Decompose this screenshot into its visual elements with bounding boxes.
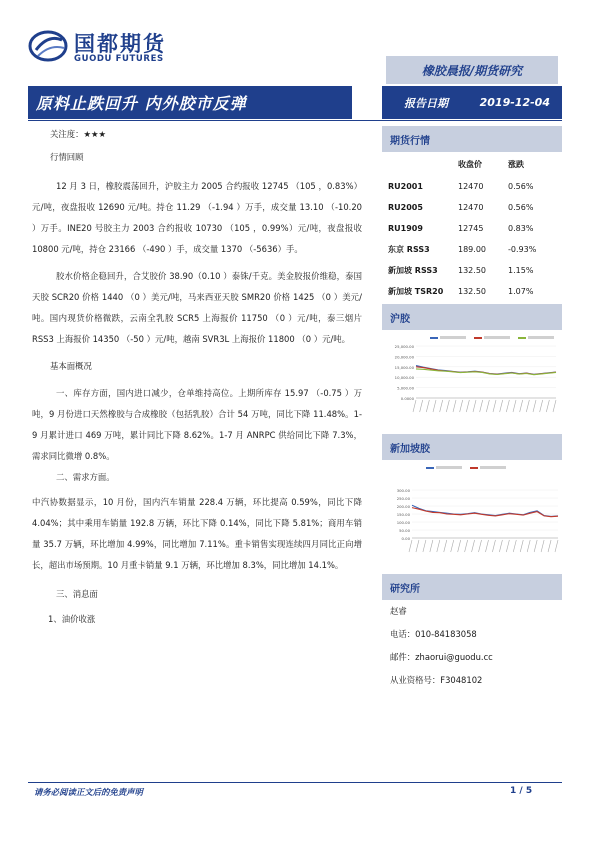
research-contact <box>382 600 562 692</box>
sgx-chart-svg <box>382 460 562 568</box>
table-row <box>382 176 562 197</box>
date-value: 2019-12-04 <box>479 96 550 109</box>
news-item: 1、油价收涨 <box>48 614 96 624</box>
x-tick-label <box>555 540 558 552</box>
report-category: 橡胶晨报/期货研究 <box>386 56 558 84</box>
x-tick-label <box>499 540 502 552</box>
x-tick-label <box>423 540 426 552</box>
paragraph-inventory: 一、库存方面，国内进口减少，仓单维持高位。上期所库存 15.97 （-0.75 ）万吨，9 月份进口天然橡胶与合成橡胶（包括乳胶）合计 54 万吨，同比下降 11.48%。1-9 月累计进口 469 万吨，累计同比下降 8.62%。1-7 月 ANRPC 供给同比下降 7.3%，需求同比微增 0.8%。 <box>32 388 362 461</box>
x-tick-label <box>493 400 496 412</box>
x-tick-label <box>420 400 423 412</box>
x-tick-label <box>466 400 469 412</box>
shfe-chart <box>382 330 562 430</box>
change-pct: -0.93% <box>508 245 537 254</box>
x-tick-label <box>500 400 503 412</box>
y-tick-label: 300.00 <box>396 488 410 493</box>
table-row <box>382 260 562 281</box>
x-tick-label <box>460 400 463 412</box>
x-tick-label <box>473 400 476 412</box>
contract-name: RU2001 <box>388 182 423 191</box>
paragraph-demand: 中汽协数据显示，10 月份，国内汽车销量 228.4 万辆，环比提高 0.59%，同比下降 4.04%；其中乘用车销量 192.8 万辆，环比下降 0.14%，同比下降 5.81%；商用车销量 35.7 万辆，环比增加 4.99%，同比增加 7.11%。重卡销售实现连续四月同比正向增长，超出市场预期。10 月重卡销量 9.1 万辆，环比增加 8.3%，同比增加 14.1%。 <box>32 497 362 570</box>
legend-label <box>440 336 466 339</box>
futures-heading: 期货行情 <box>382 126 562 152</box>
y-tick-label: 100.00 <box>396 520 410 525</box>
x-tick-label <box>413 400 416 412</box>
x-tick-label <box>520 540 523 552</box>
y-tick-label: 200.00 <box>396 504 410 509</box>
table-row <box>382 281 562 302</box>
paragraph-spot: 胶水价格企稳回升，合艾胶价 38.90（0.10 ）泰铢/千克。美金胶报价维稳，泰国天胶 SCR20 价格 1440 （0 ）美元/吨，马来西亚天胶 SMR20 价格 1425 （0 ）美元/吨。国内现货价格微跌，云南全乳胶 SCR5 上海报价 11750 （0 ）元/吨，泰三烟片 RSS3 上海报价 14350 （-50 ）元/吨，越南 SVR3L 上海报价 11800 （0 ）元/吨。 <box>32 271 362 344</box>
contract-name: 东京 RSS3 <box>388 245 430 254</box>
footer-divider <box>28 782 562 783</box>
x-tick-label <box>513 540 516 552</box>
y-tick-label: 5,000.00 <box>397 385 414 391</box>
legend-label <box>528 336 554 339</box>
page-number: 1 / 5 <box>510 786 533 796</box>
analyst-phone: 电话：010-84183058 <box>390 629 477 639</box>
table-row <box>382 239 562 260</box>
main-content <box>32 124 362 630</box>
x-tick-label <box>426 400 429 412</box>
x-tick-label <box>479 540 482 552</box>
x-tick-label <box>492 540 495 552</box>
y-tick-label: 10,000.00 <box>394 375 414 381</box>
contract-name: 新加坡 TSR20 <box>388 287 444 296</box>
news-heading: 三、消息面 <box>56 589 98 599</box>
brand-name-cn: 国都期货 <box>74 32 166 56</box>
close-price: 132.50 <box>458 266 486 275</box>
y-tick-label: 150.00 <box>396 512 410 517</box>
research-heading: 研究所 <box>382 574 562 600</box>
date-label: 报告日期 <box>404 96 448 110</box>
x-tick-label <box>527 540 530 552</box>
y-tick-label: 250.00 <box>396 496 410 501</box>
guodu-logo-icon <box>28 26 68 66</box>
col-change: 涨跌 <box>508 159 524 169</box>
x-tick-label <box>506 400 509 412</box>
x-tick-label <box>533 400 536 412</box>
contract-name: RU2005 <box>388 203 423 212</box>
futures-table <box>382 152 562 302</box>
x-tick-label <box>526 400 529 412</box>
x-tick-label <box>513 400 516 412</box>
demand-heading: 二、需求方面。 <box>56 472 115 482</box>
change-pct: 0.56% <box>508 182 534 191</box>
close-price: 12470 <box>458 203 484 212</box>
x-tick-label <box>486 400 489 412</box>
logo <box>28 24 188 68</box>
x-tick-label <box>416 540 419 552</box>
table-row <box>382 197 562 218</box>
y-tick-label: 15,000.00 <box>394 364 414 370</box>
y-tick-label: 20,000.00 <box>394 354 414 360</box>
x-tick-label <box>546 400 549 412</box>
close-price: 12745 <box>458 224 484 233</box>
x-tick-label <box>485 540 488 552</box>
report-date-bar <box>382 86 562 119</box>
x-tick-label <box>541 540 544 552</box>
col-close: 收盘价 <box>458 159 482 169</box>
legend-label <box>484 336 510 339</box>
series-line <box>412 508 558 517</box>
focus-rating: 关注度：★★★ <box>50 129 107 139</box>
x-tick-label <box>433 400 436 412</box>
x-tick-label <box>458 540 461 552</box>
x-tick-label <box>534 540 537 552</box>
sgx-chart <box>382 460 562 568</box>
close-price: 12470 <box>458 182 484 191</box>
change-pct: 0.56% <box>508 203 534 212</box>
x-tick-label <box>553 400 556 412</box>
table-row <box>382 218 562 239</box>
divider <box>28 120 562 121</box>
y-tick-label: 50.00 <box>399 528 410 533</box>
legend-label <box>480 466 506 469</box>
sgx-heading: 新加坡胶 <box>382 434 562 460</box>
analyst-email[interactable]: 邮件：zhaorui@guodu.cc <box>390 652 493 662</box>
shfe-heading: 沪胶 <box>382 304 562 330</box>
x-tick-label <box>451 540 454 552</box>
change-pct: 1.07% <box>508 287 534 296</box>
x-tick-label <box>506 540 509 552</box>
sidebar <box>382 126 562 692</box>
review-heading: 行情回顾 <box>50 152 84 162</box>
close-price: 189.00 <box>458 245 486 254</box>
x-tick-label <box>548 540 551 552</box>
paragraph-market: 12 月 3 日，橡胶震荡回升，沪胶主力 2005 合约报收 12745 （105 ，0.83%）元/吨，夜盘报收 12690 元/吨。持仓 11.29 （-1.94 ）万手，成交量 13.10 （-10.20 ）万手。INE20 号胶主力 2003 合约报收 10730 （105 ，0.99%）元/吨，夜盘报收 10800 元/吨，持仓 23166 （-490 ）手，成交量 1370 （-5636）手。 <box>32 181 362 254</box>
brand-name-en: GUODU FUTURES <box>74 54 164 64</box>
y-tick-label: 0.0000 <box>400 396 414 401</box>
x-tick-label <box>520 400 523 412</box>
x-tick-label <box>444 540 447 552</box>
analyst-license: 从业资格号：F3048102 <box>390 675 483 685</box>
x-tick-label <box>409 540 412 552</box>
contract-name: 新加坡 RSS3 <box>388 266 438 275</box>
x-tick-label <box>472 540 475 552</box>
disclaimer-note: 请务必阅读正文后的免责声明 <box>34 787 143 797</box>
x-tick-label <box>453 400 456 412</box>
close-price: 132.50 <box>458 287 486 296</box>
analyst-name: 赵睿 <box>390 606 407 616</box>
contract-name: RU1909 <box>388 224 423 233</box>
x-tick-label <box>480 400 483 412</box>
x-tick-label <box>465 540 468 552</box>
table-header-row <box>382 152 562 176</box>
change-pct: 1.15% <box>508 266 534 275</box>
y-tick-label: 25,000.00 <box>394 344 414 349</box>
legend-label <box>436 466 462 469</box>
fundamentals-heading: 基本面概况 <box>50 361 92 371</box>
y-tick-label: 0.00 <box>401 536 410 541</box>
x-tick-label <box>446 400 449 412</box>
x-tick-label <box>437 540 440 552</box>
shfe-chart-svg <box>382 330 562 430</box>
x-tick-label <box>430 540 433 552</box>
report-title: 原料止跌回升 内外胶市反弹 <box>28 86 352 119</box>
x-tick-label <box>440 400 443 412</box>
x-tick-label <box>540 400 543 412</box>
change-pct: 0.83% <box>508 224 534 233</box>
